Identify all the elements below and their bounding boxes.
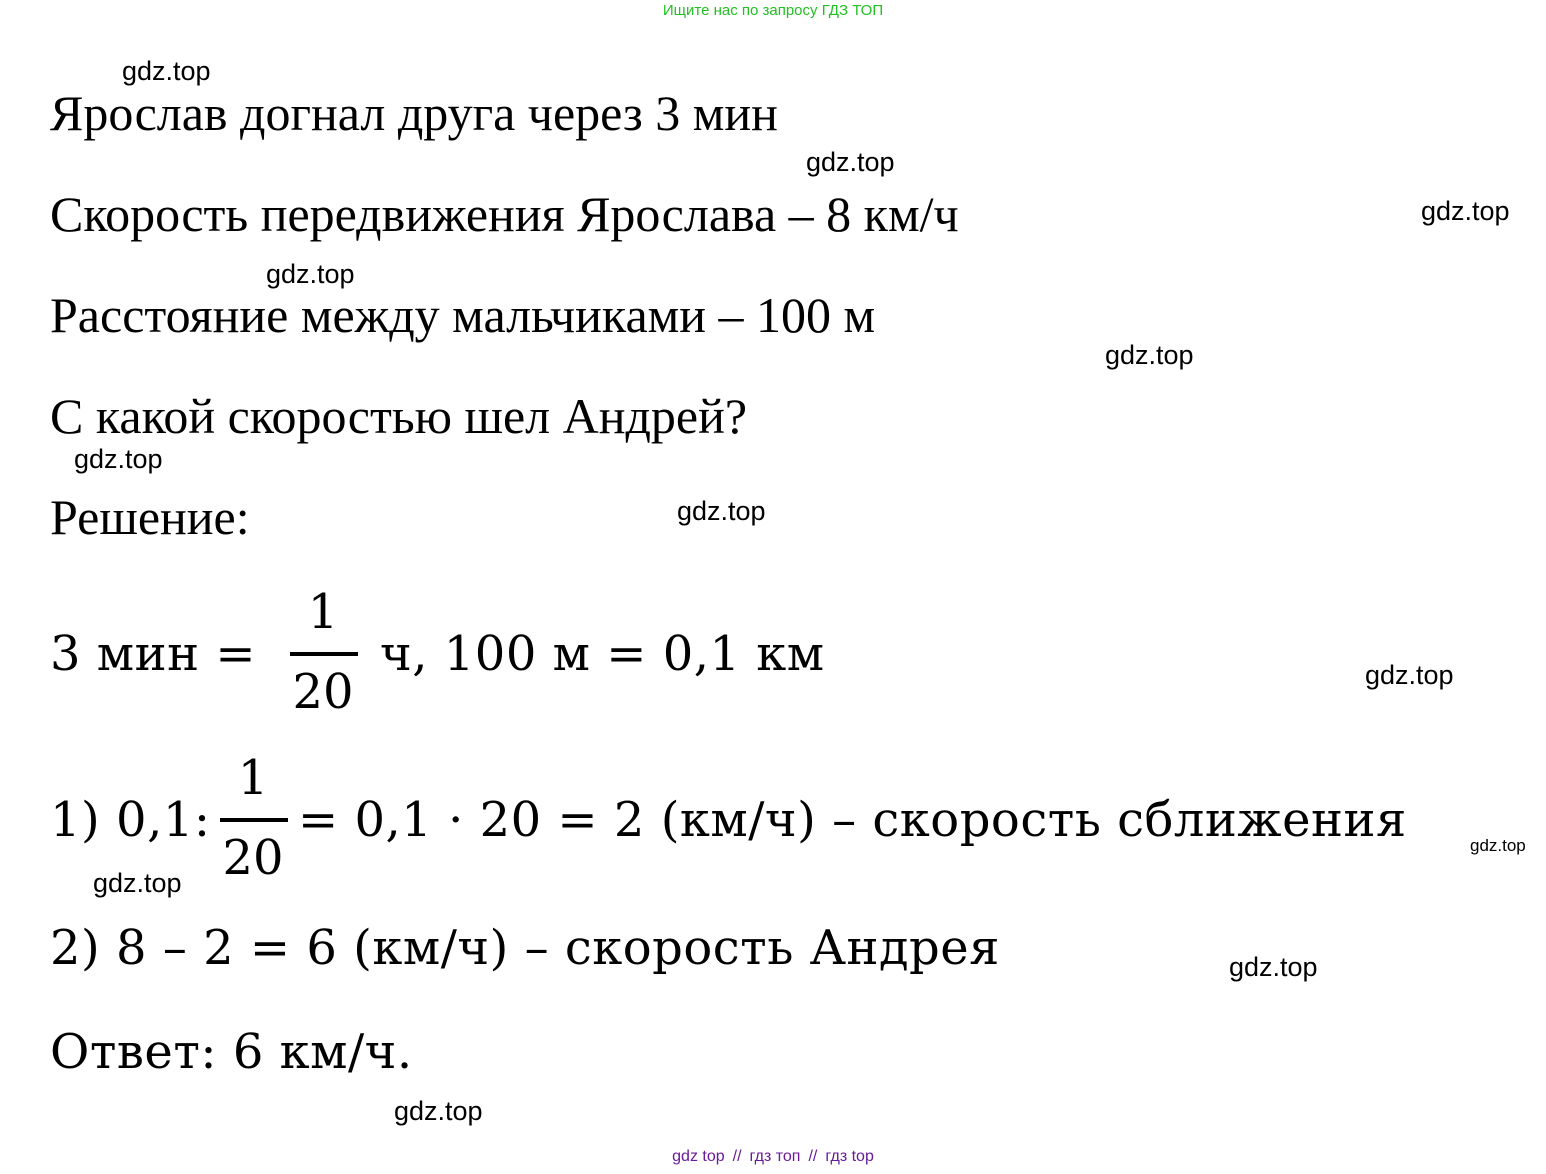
answer: Ответ: 6 км/ч. [50,1024,413,1080]
watermark: gdz.top [1365,660,1454,690]
top-banner[interactable]: Ищите нас по запросу ГДЗ ТОП [662,2,884,19]
step-2: 2) 8 – 2 = 6 (км/ч) – скорость Андрея [50,920,1000,976]
footer-separator: // [732,1148,742,1165]
watermark: gdz.top [122,56,211,86]
step-1-left: 1) 0,1: [50,792,211,848]
conversion-right: ч, 100 м = 0,1 км [380,626,825,682]
watermark: gdz.top [677,496,766,526]
watermark: gdz.top [806,147,895,177]
footer-links [0,1148,1546,1166]
watermark: gdz.top [1470,836,1526,855]
conversion-fraction-bar [290,652,358,656]
solution-heading: Решение: [50,489,250,545]
step-1-fraction-denominator: 20 [222,830,284,886]
watermark: gdz.top [93,868,182,898]
conversion-left: 3 мин = [50,626,257,682]
watermark: gdz.top [1229,952,1318,982]
step-1-fraction-numerator: 1 [237,750,269,806]
footer-link-gdz-top[interactable]: gdz top [672,1148,725,1165]
footer-link-gdz-top-ru[interactable]: гдз топ [749,1148,801,1165]
step-1-right: = 0,1 · 20 = 2 (км/ч) – скорость сближения [298,792,1407,848]
watermark: gdz.top [74,444,163,474]
watermark: gdz.top [394,1096,483,1126]
footer-separator: // [808,1148,818,1165]
watermark: gdz.top [266,259,355,289]
watermark: gdz.top [1421,196,1510,226]
problem-line-2: Скорость передвижения Ярослава – 8 км/ч [50,186,959,242]
problem-line-4: С какой скоростью шел Андрей? [50,388,748,444]
watermark: gdz.top [1105,340,1194,370]
footer-link-gdz-top-mixed[interactable]: гдз top [825,1148,874,1165]
step-1-fraction-bar [220,818,288,822]
conversion-fraction-numerator: 1 [307,584,339,640]
problem-line-3: Расстояние между мальчиками – 100 м [50,287,876,343]
problem-line-1: Ярослав догнал друга через 3 мин [50,85,778,141]
conversion-fraction-denominator: 20 [292,664,354,720]
